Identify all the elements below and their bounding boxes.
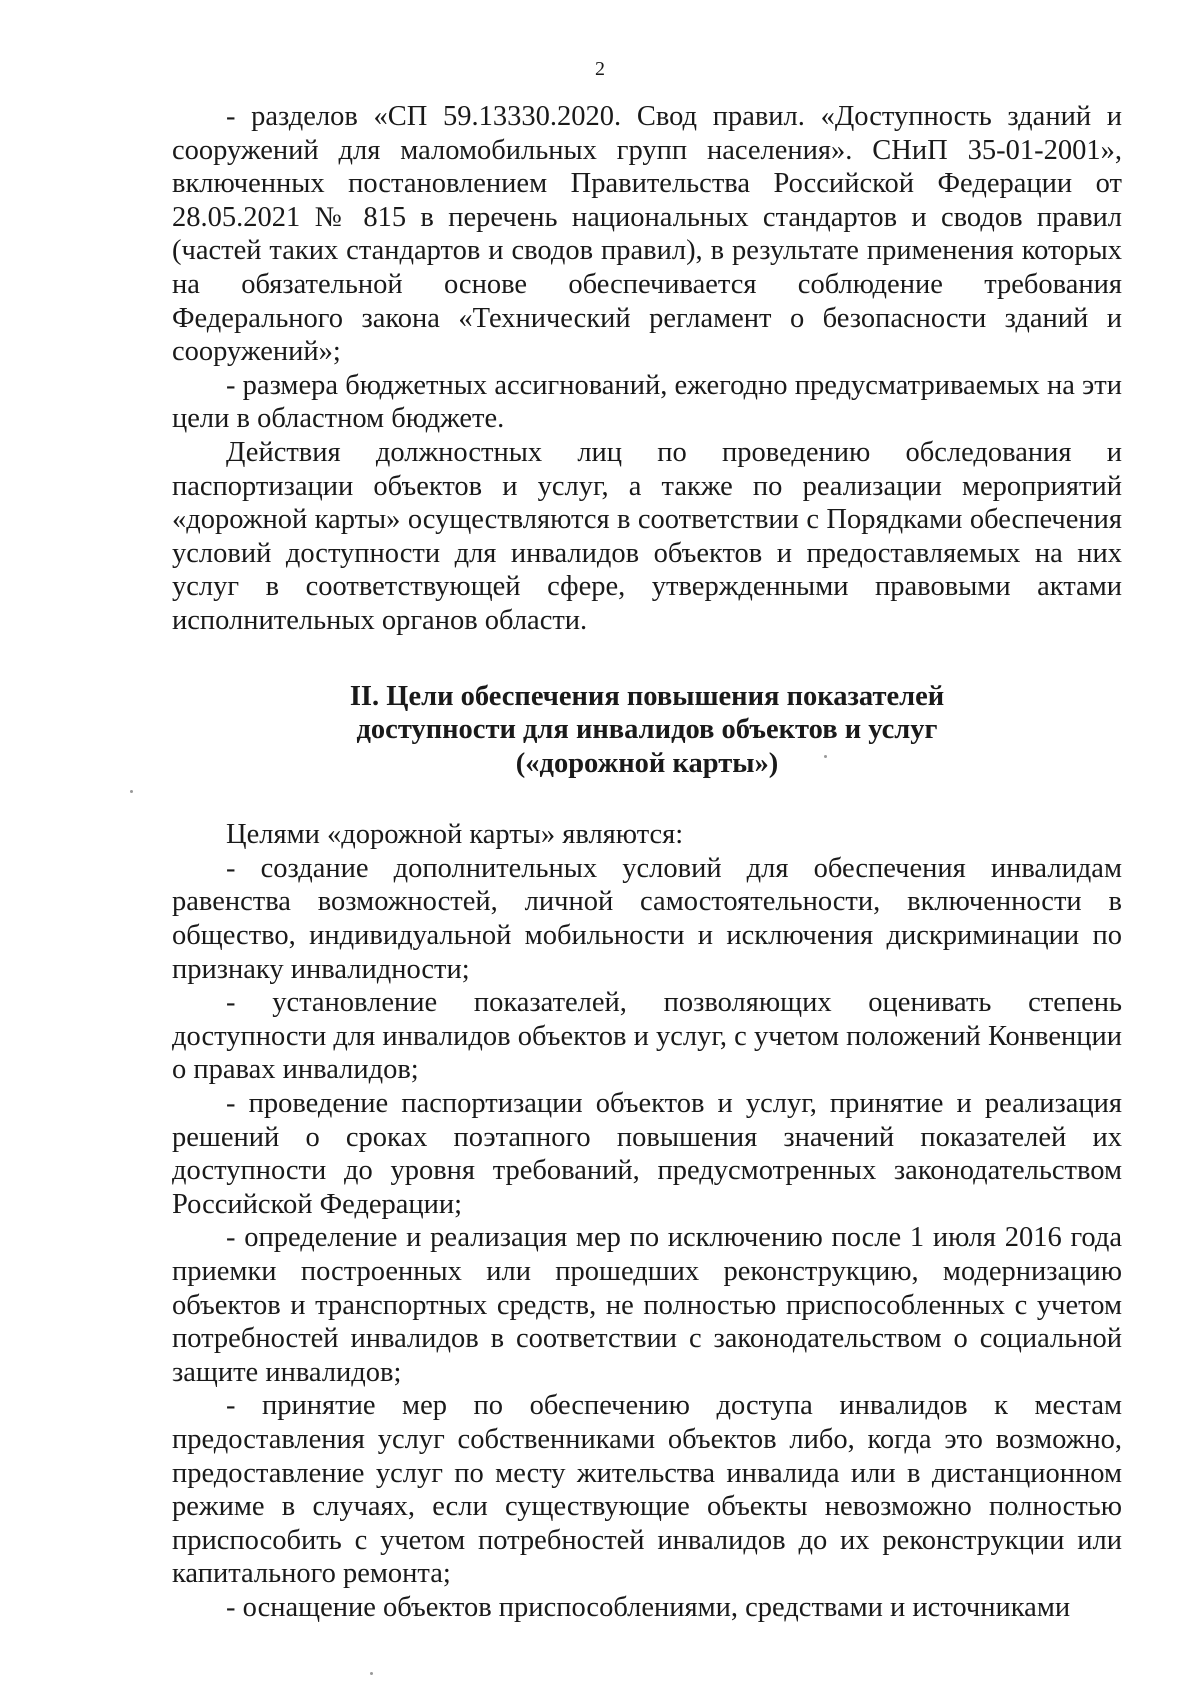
paragraph-sp-standards: - разделов «СП 59.13330.2020. Свод правил. «Доступность зданий и сооружений для маломобильных групп населения». СНиП 35-01-2001», включенных постановлением Правительства Российской Федерации от 28.05.2021 № 815 в перечень национальных стандартов и сводов правил (частей таких стандартов и сводов правил), в результате применения которых на обязательной основе обеспечивается соблюдение требования Федерального закона «Технический регламент о безопасности зданий и сооружений»;: [172, 101, 1122, 368]
page-number: 2: [595, 58, 605, 80]
scan-speck: [824, 755, 827, 758]
paragraph-goals-intro: Целями «дорожной карты» являются:: [226, 819, 684, 851]
list-item-goal-certification: - проведение паспортизации объектов и услуг, принятие и реализация решений о сроках поэтапного повышения значений показателей их доступности до уровня требований, предусмотренных законодательством Российской Федерации;: [172, 1088, 1122, 1220]
list-item-goal-equipment: - оснащение объектов приспособлениями, средствами и источниками: [226, 1591, 1071, 1623]
paragraph-officials-actions: Действия должностных лиц по проведению обследования и паспортизации объектов и услуг, а также по реализации мероприятий «дорожной карты» осуществляются в соответствии с Порядками обеспечения условий доступности для инвалидов объектов и предоставляемых на них услуг в соответствующей сфере, утвержденными правовыми актами исполнительных органов области.: [172, 436, 1122, 636]
list-item-goal-equal-opportunities: - создание дополнительных условий для обеспечения инвалидам равенства возможностей, личной самостоятельности, включенности в общество, индивидуальной мобильности и исключения дискриминации по признаку инвалидности;: [172, 852, 1122, 985]
document-body: [172, 100, 1122, 1625]
section-heading: [172, 680, 1122, 781]
section-heading-line-3: («дорожной карты»): [515, 747, 779, 779]
list-item-goal-access-measures: - принятие мер по обеспечению доступа инвалидов к местам предоставления услуг собственниками объектов либо, когда это возможно, предоставление услуг по месту жительства инвалида или в дистанционном режиме в случаях, если существующие объекты невозможно полностью приспособить с учетом потребностей инвалидов до их реконструкции или капитального ремонта;: [172, 1390, 1122, 1590]
section-heading-line-1: II. Цели обеспечения повышения показателей: [349, 680, 945, 712]
section-heading-line-2: доступности для инвалидов объектов и услуг: [356, 714, 938, 746]
scan-speck: [370, 1672, 373, 1675]
scan-speck: [130, 790, 133, 793]
list-item-goal-acceptance-measures: - определение и реализация мер по исключению после 1 июля 2016 года приемки построенных или прошедших реконструкцию, модернизацию объектов и транспортных средств, не полностью приспособленных с учетом потребностей инвалидов в соответствии с законодательством о социальной защите инвалидов;: [172, 1222, 1122, 1388]
paragraph-budget: - размера бюджетных ассигнований, ежегодно предусматриваемых на эти цели в областном бюджете.: [172, 369, 1122, 435]
list-item-goal-indicators: - установление показателей, позволяющих оценивать степень доступности для инвалидов объектов и услуг, с учетом положений Конвенции о правах инвалидов;: [172, 987, 1122, 1086]
